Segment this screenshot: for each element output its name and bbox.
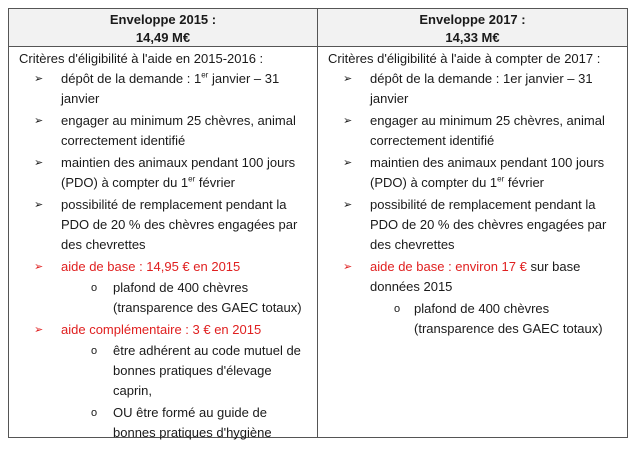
header-amount: 14,49 M€ bbox=[135, 30, 191, 45]
circle-bullet-icon: o bbox=[91, 282, 98, 294]
bullet-text: aide de base : environ 17 € sur base données 2015 bbox=[370, 259, 581, 294]
header-2017 bbox=[318, 9, 627, 47]
arrow-bullet-icon: ➢ bbox=[343, 199, 353, 211]
column-2017 bbox=[318, 9, 627, 437]
bullet-text: engager au minimum 25 chèvres, animal correctement identifié bbox=[61, 113, 296, 148]
criteria-intro: Critères d'éligibilité à l'aide en 2015-2016 : bbox=[19, 51, 264, 66]
bullet-text: maintien des animaux pendant 100 jours (PDO) à compter du 1er février bbox=[370, 155, 605, 190]
bullet-text: possibilité de remplacement pendant la PDO de 20 % des chèvres engagées par des chevrettes bbox=[61, 197, 298, 252]
bullet-text: engager au minimum 25 chèvres, animal correctement identifié bbox=[370, 113, 605, 148]
arrow-bullet-icon: ➢ bbox=[343, 115, 353, 127]
sub-text: plafond de 400 chèvres (transparence des GAEC totaux) bbox=[414, 301, 603, 336]
bullet-text: aide de base : 14,95 € en 2015 bbox=[61, 259, 241, 274]
criteria-intro: Critères d'éligibilité à l'aide à compter de 2017 : bbox=[328, 51, 601, 66]
arrow-bullet-icon: ➢ bbox=[34, 261, 44, 273]
header-title: Enveloppe 2017 : bbox=[419, 12, 526, 27]
arrow-bullet-icon: ➢ bbox=[34, 115, 44, 127]
sub-text: être adhérent au code mutuel de bonnes pratiques d'élevage caprin, bbox=[113, 343, 301, 398]
arrow-bullet-icon: ➢ bbox=[343, 157, 353, 169]
circle-bullet-icon: o bbox=[91, 345, 98, 357]
arrow-bullet-icon: ➢ bbox=[34, 199, 44, 211]
comparison-table bbox=[8, 8, 628, 438]
arrow-bullet-icon: ➢ bbox=[34, 157, 44, 169]
header-amount: 14,33 M€ bbox=[445, 30, 500, 45]
bullet-text: dépôt de la demande : 1er janvier – 31 janvier bbox=[370, 71, 593, 106]
header-2015 bbox=[9, 9, 317, 47]
header-title: Enveloppe 2015 : bbox=[109, 12, 217, 27]
sub-text: plafond de 400 chèvres (transparence des GAEC totaux) bbox=[113, 280, 302, 315]
arrow-bullet-icon: ➢ bbox=[34, 73, 44, 85]
circle-bullet-icon: o bbox=[394, 303, 401, 315]
bullet-text: maintien des animaux pendant 100 jours (PDO) à compter du 1er février bbox=[61, 155, 296, 190]
arrow-bullet-icon: ➢ bbox=[343, 73, 353, 85]
bullet-text: possibilité de remplacement pendant la PDO de 20 % des chèvres engagées par des chevrettes bbox=[370, 197, 607, 252]
bullet-text: aide complémentaire : 3 € en 2015 bbox=[61, 322, 262, 337]
circle-bullet-icon: o bbox=[91, 407, 98, 419]
bullet-text: dépôt de la demande : 1er janvier – 31 janvier bbox=[61, 70, 280, 106]
column-2015 bbox=[9, 9, 318, 440]
arrow-bullet-icon: ➢ bbox=[343, 261, 353, 273]
arrow-bullet-icon: ➢ bbox=[34, 324, 44, 336]
sub-text: OU être formé au guide de bonnes pratiques d'hygiène bbox=[113, 405, 272, 440]
